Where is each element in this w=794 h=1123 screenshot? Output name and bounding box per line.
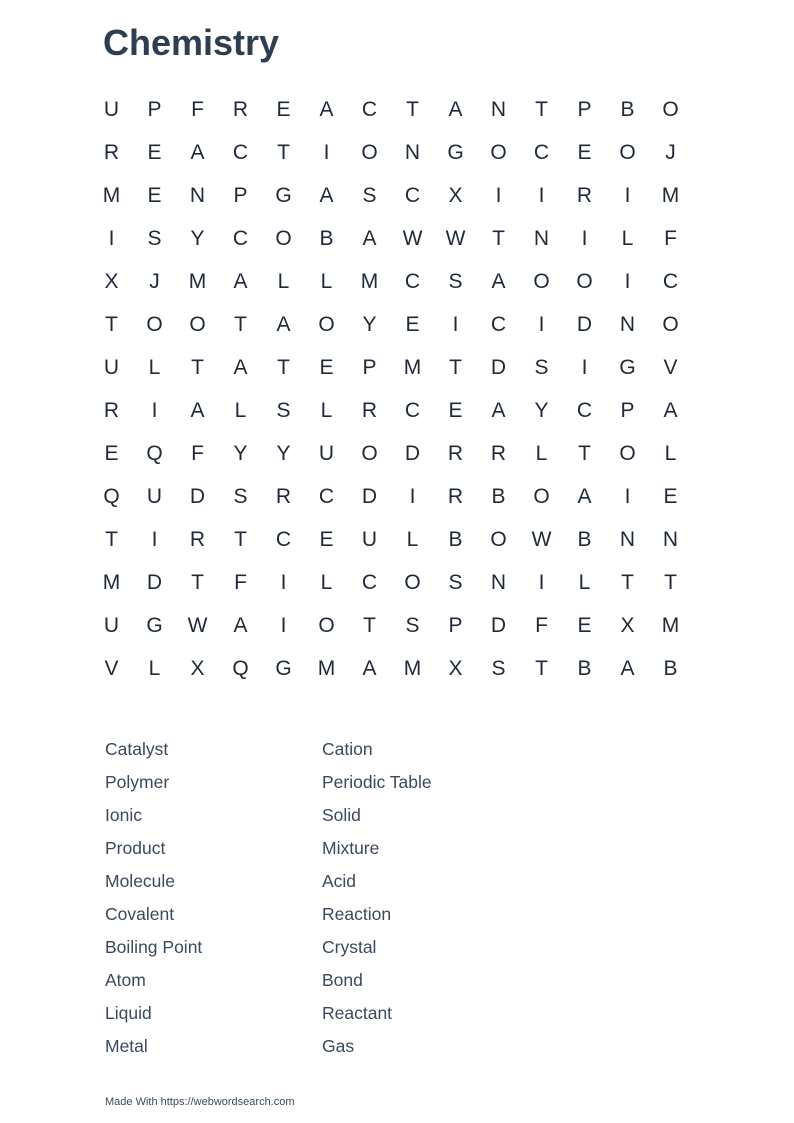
grid-letter: E [577,613,592,637]
grid-letter: O [533,269,550,293]
word-list-item: Boiling Point [105,937,203,957]
grid-letter: N [619,527,636,551]
grid-letter: G [275,656,292,680]
grid-letter: O [146,312,163,336]
word-list-item: Liquid [105,1003,152,1023]
grid-letter: B [491,484,506,508]
grid-letter: M [188,269,207,293]
grid-letter: Q [146,441,163,465]
grid-letter: B [620,97,635,121]
grid-letter: C [404,269,421,293]
grid-letter: O [619,140,636,164]
grid-letter: A [577,484,592,508]
grid-letter: O [490,527,507,551]
grid-letter: R [447,441,464,465]
grid-letter: S [405,613,420,637]
grid-letter: M [102,183,121,207]
grid-letter: D [576,312,593,336]
grid-letter: P [448,613,463,637]
grid-letter: D [189,484,206,508]
grid-letter: I [538,183,545,207]
grid-letter: C [232,226,249,250]
grid-letter: A [233,355,248,379]
grid-letter: T [191,355,204,379]
grid-letter: B [448,527,463,551]
grid-letter: A [362,656,377,680]
grid-letter: U [103,613,120,637]
grid-letter: T [492,226,505,250]
grid-letter: X [190,656,205,680]
word-list-item: Bond [322,970,363,990]
grid-letter: A [233,269,248,293]
word-list-item: Product [105,838,166,858]
grid-letter: S [448,570,463,594]
grid-letter: I [538,570,545,594]
grid-letter: N [189,183,206,207]
grid-letter: B [577,527,592,551]
grid-letter: Q [103,484,120,508]
grid-letter: I [151,527,158,551]
grid-letter: O [619,441,636,465]
grid-letter: I [108,226,115,250]
grid-letter: I [624,484,631,508]
grid-letter: G [275,183,292,207]
grid-letter: C [662,269,679,293]
grid-letter: T [191,570,204,594]
grid-letter: O [275,226,292,250]
grid-letter: M [360,269,379,293]
grid-letter: T [621,570,634,594]
grid-letter: A [190,398,205,422]
grid-letter: T [105,527,118,551]
word-list-item: Cation [322,739,373,759]
word-list-item: Catalyst [105,739,169,759]
grid-letter: R [447,484,464,508]
grid-letter: M [102,570,121,594]
grid-letter: Y [362,312,377,336]
grid-letter: R [275,484,292,508]
grid-letter: N [662,527,679,551]
word-list-item: Molecule [105,871,176,891]
grid-letter: P [620,398,635,422]
grid-letter: E [448,398,463,422]
grid-letter: S [534,355,549,379]
grid-letter: C [361,570,378,594]
grid-letter: S [448,269,463,293]
grid-letter: A [491,269,506,293]
grid-letter: L [320,398,333,422]
grid-letter: S [362,183,377,207]
grid-letter: C [533,140,550,164]
grid-letter: P [577,97,592,121]
grid-letter: A [276,312,291,336]
word-list-item: Periodic Table [322,772,432,792]
grid-letter: I [624,183,631,207]
grid-letter: U [361,527,378,551]
grid-letter: V [104,656,119,680]
grid-letter: L [535,441,548,465]
grid-letter: L [320,570,333,594]
grid-letter: A [190,140,205,164]
grid-letter: S [491,656,506,680]
grid-letter: V [663,355,678,379]
grid-letter: C [576,398,593,422]
grid-letter: X [104,269,119,293]
page-title: Chemistry [103,22,280,63]
grid-letter: R [576,183,593,207]
grid-letter: T [578,441,591,465]
grid-letter: T [535,97,548,121]
grid-letter: T [449,355,462,379]
grid-letter: L [664,441,677,465]
grid-letter: S [276,398,291,422]
grid-letter: A [362,226,377,250]
grid-letter: I [280,570,287,594]
grid-letter: N [533,226,550,250]
word-list-item: Solid [322,805,361,825]
grid-letter: O [318,613,335,637]
grid-letter: T [406,97,419,121]
grid-letter: I [151,398,158,422]
grid-letter: F [191,97,204,121]
grid-letter: J [149,269,160,293]
grid-letter: B [663,656,678,680]
grid-letter: I [323,140,330,164]
grid-letter: R [189,527,206,551]
grid-letter: B [577,656,592,680]
grid-letter: A [319,97,334,121]
grid-letter: Q [232,656,249,680]
word-list-item: Atom [105,970,146,990]
grid-letter: I [581,355,588,379]
grid-letter: M [403,656,422,680]
grid-letter: O [361,140,378,164]
grid-letter: O [533,484,550,508]
word-list-item: Gas [322,1036,355,1056]
grid-letter: T [277,355,290,379]
grid-letter: S [233,484,248,508]
grid-letter: Y [276,441,291,465]
grid-letter: E [147,140,162,164]
grid-letter: Y [534,398,549,422]
grid-letter: C [275,527,292,551]
grid-letter: D [404,441,421,465]
grid-letter: D [490,613,507,637]
grid-letter: F [234,570,247,594]
grid-letter: D [361,484,378,508]
grid-letter: T [234,312,247,336]
grid-letter: U [146,484,163,508]
grid-letter: A [319,183,334,207]
grid-letter: L [320,269,333,293]
grid-letter: M [661,613,680,637]
grid-letter: I [452,312,459,336]
grid-letter: O [404,570,421,594]
grid-letter: L [621,226,634,250]
grid-letter: W [187,613,208,637]
grid-letter: R [490,441,507,465]
grid-letter: I [538,312,545,336]
grid-letter: O [662,97,679,121]
grid-letter: O [361,441,378,465]
word-list-item: Metal [105,1036,148,1056]
grid-letter: E [663,484,678,508]
grid-letter: E [405,312,420,336]
grid-letter: U [103,355,120,379]
grid-letter: D [490,355,507,379]
grid-letter: M [403,355,422,379]
grid-letter: P [147,97,162,121]
grid-letter: G [447,140,464,164]
grid-letter: L [234,398,247,422]
grid-letter: E [319,527,334,551]
grid-letter: T [105,312,118,336]
grid-letter: N [404,140,421,164]
grid-letter: D [146,570,163,594]
grid-letter: C [404,398,421,422]
grid-letter: E [319,355,334,379]
grid-letter: C [361,97,378,121]
grid-letter: R [361,398,378,422]
grid-letter: B [319,226,334,250]
grid-letter: C [232,140,249,164]
grid-letter: E [577,140,592,164]
grid-letter: G [619,355,636,379]
grid-letter: N [619,312,636,336]
grid-letter: J [665,140,676,164]
grid-letter: O [318,312,335,336]
grid-letter: O [490,140,507,164]
grid-letter: N [490,97,507,121]
word-list-item: Reaction [322,904,392,924]
grid-letter: F [191,441,204,465]
word-list-item: Ionic [105,805,142,825]
grid-letter: R [232,97,249,121]
grid-letter: S [147,226,162,250]
grid-letter: W [445,226,466,250]
grid-letter: M [317,656,336,680]
word-list-item: Covalent [105,904,175,924]
grid-letter: T [535,656,548,680]
grid-letter: X [620,613,635,637]
grid-letter: P [362,355,377,379]
grid-letter: C [404,183,421,207]
grid-letter: A [233,613,248,637]
grid-letter: Y [233,441,248,465]
grid-letter: I [624,269,631,293]
grid-letter: T [363,613,376,637]
grid-letter: O [662,312,679,336]
grid-letter: E [104,441,119,465]
grid-letter: W [531,527,552,551]
grid-letter: C [318,484,335,508]
grid-letter: R [103,398,120,422]
grid-letter: A [448,97,463,121]
grid-letter: I [581,226,588,250]
grid-letter: U [318,441,335,465]
grid-letter: I [495,183,502,207]
grid-letter: L [148,355,161,379]
grid-letter: N [490,570,507,594]
grid-letter: A [491,398,506,422]
grid-letter: L [406,527,419,551]
grid-letter: U [103,97,120,121]
grid-letter: L [578,570,591,594]
grid-letter: O [189,312,206,336]
grid-letter: L [148,656,161,680]
grid-letter: I [409,484,416,508]
grid-letter: W [402,226,423,250]
grid-letter: M [661,183,680,207]
grid-letter: X [448,656,463,680]
grid-letter: C [490,312,507,336]
grid-letter: I [280,613,287,637]
grid-letter: F [664,226,677,250]
grid-letter: R [103,140,120,164]
grid-letter: L [277,269,290,293]
letter-grid [90,88,692,690]
word-list-item: Acid [322,871,357,891]
word-list-item: Reactant [322,1003,393,1023]
footer-credit: Made With https://webwordsearch.com [105,1096,295,1108]
grid-letter: A [663,398,678,422]
word-list [105,738,522,1068]
grid-letter: P [233,183,248,207]
grid-letter: G [146,613,163,637]
grid-letter: F [535,613,548,637]
grid-letter: O [576,269,593,293]
grid-letter: T [234,527,247,551]
grid-letter: E [147,183,162,207]
grid-letter: T [664,570,677,594]
word-list-item: Mixture [322,838,380,858]
grid-letter: Y [190,226,205,250]
word-list-item: Polymer [105,772,170,792]
grid-letter: E [276,97,291,121]
grid-letter: X [448,183,463,207]
grid-letter: A [620,656,635,680]
grid-letter: T [277,140,290,164]
word-list-item: Crystal [322,937,377,957]
